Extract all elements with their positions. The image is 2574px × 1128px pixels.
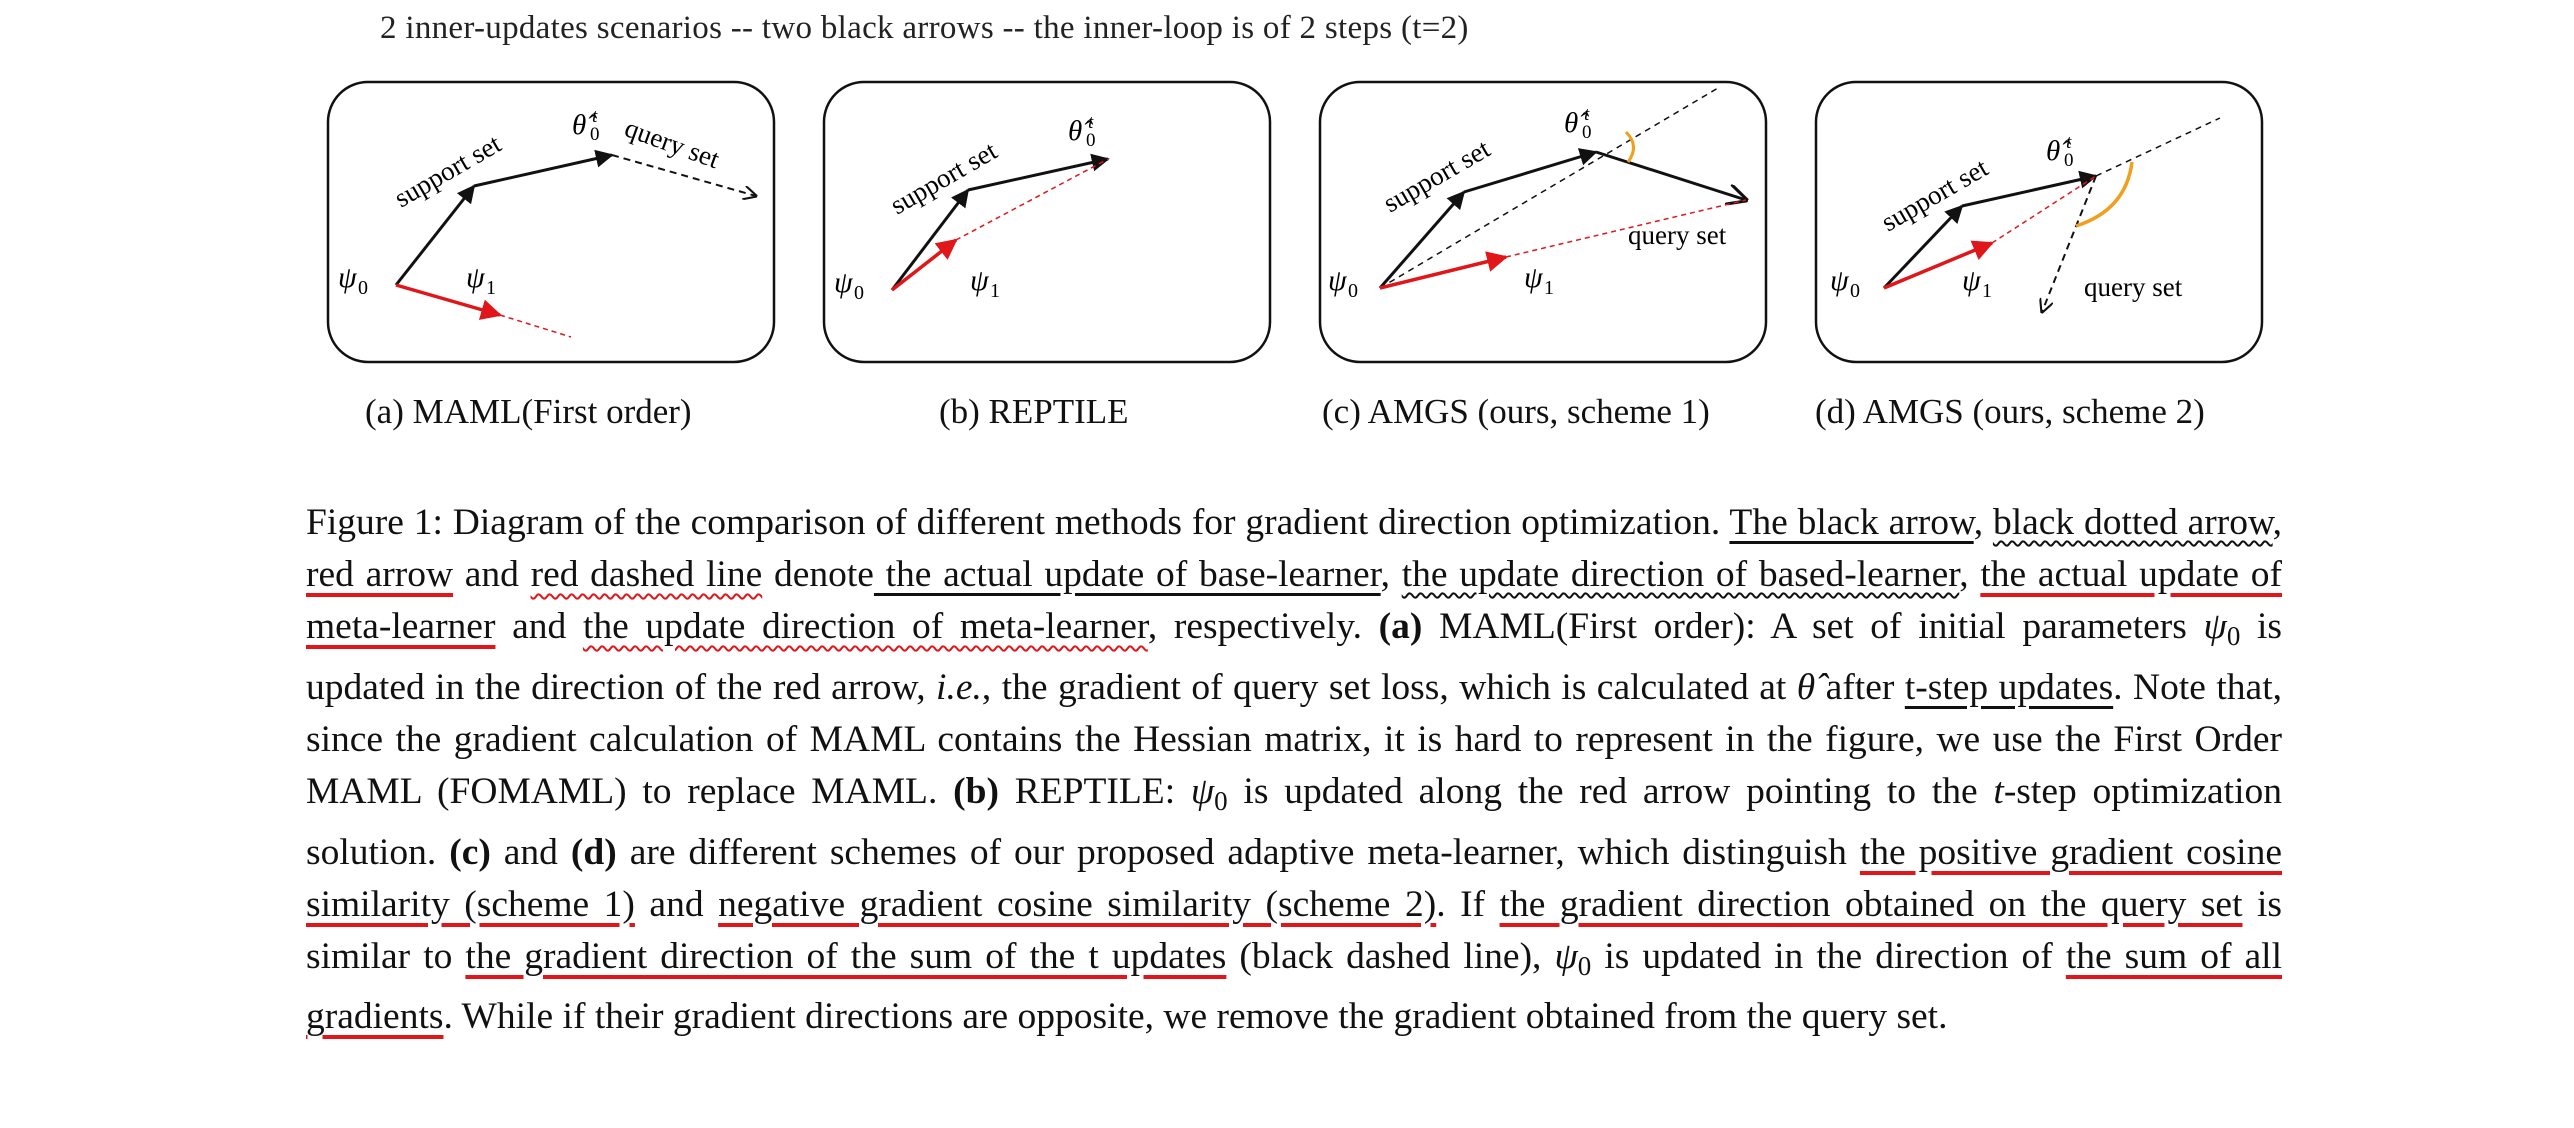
caption-base-direction-term: the update direction of based-learner: [1401, 554, 1960, 595]
caption-text: and: [453, 554, 531, 595]
caption-label-c: (c): [449, 831, 491, 873]
caption-text: denote: [762, 554, 874, 595]
caption-black-arrow-term: The black arrow: [1729, 502, 1974, 543]
query-arrow: [1596, 152, 1746, 200]
caption-black-dotted-term: black dotted arrow: [1992, 502, 2273, 543]
psi1-label: ψ: [970, 264, 989, 297]
support-set-label: support set: [885, 135, 1002, 221]
support-set-label: support set: [1378, 133, 1495, 219]
caption-red-arrow-term: red arrow: [306, 554, 454, 595]
caption-text: ,: [1973, 502, 1993, 543]
psi0-sub: 0: [1348, 280, 1358, 302]
query-set-label: query set: [620, 112, 724, 175]
theta-sub: 0: [2064, 150, 2074, 171]
theta-sup: t: [1088, 112, 1094, 133]
panel-maml-diagram: [326, 80, 776, 364]
caption-text: and: [490, 831, 571, 873]
header-note: 2 inner-updates scenarios -- two black arrows -- the inner-loop is of 2 steps (t=2): [380, 10, 1469, 46]
math-sub: 0: [1577, 950, 1592, 981]
psi0-label: ψ: [338, 261, 357, 294]
caption-scheme1-term: the positive gradient cosine similarity (scheme 1): [306, 831, 2282, 925]
theta-label: θ̂: [1564, 107, 1579, 139]
caption-text: ,: [1959, 554, 1981, 595]
theta-sup: t: [592, 106, 598, 127]
query-set-label: query set: [1628, 220, 1727, 250]
panel-amgs-scheme2-diagram: [1814, 80, 2264, 364]
theta-sub: 0: [590, 124, 600, 145]
panel-amgs-scheme1-diagram: [1318, 80, 1768, 364]
caption-text: is updated in the direction of the red arrow,: [306, 606, 2283, 708]
caption-label-b: (b): [953, 770, 999, 812]
panel-reptile: [822, 80, 1272, 364]
caption-text: MAML(First order): A set of initial parameters: [1422, 606, 2204, 647]
caption-ie: i.e.: [936, 666, 982, 708]
psi1-label: ψ: [1962, 264, 1981, 297]
psi0-sub: 0: [854, 282, 864, 304]
subcaption-a: (a) MAML(First order): [365, 392, 692, 431]
figure-caption: [306, 497, 2282, 1043]
panel-reptile-diagram: [822, 80, 1272, 364]
support-set-label: support set: [1876, 152, 1993, 238]
panel-maml: [326, 80, 776, 364]
panel-frame: [328, 82, 774, 362]
caption-meta-direction-term: the update direction of meta-learner: [582, 606, 1148, 647]
math-psi: ψ: [2203, 606, 2227, 647]
psi1-sub: 1: [486, 277, 496, 299]
caption-text: . Note that, since the gradient calculation of MAML contains the Hessian matrix, it is hard to represent in the figure, we use the First Order MAML (FOMAML) to replace MAML.: [306, 666, 2282, 812]
math-sub: 0: [2226, 620, 2241, 651]
angle-arc: [2076, 162, 2132, 226]
caption-text: , respectively.: [1147, 606, 1379, 647]
caption-red-dashed-term: red dashed line: [530, 554, 763, 595]
psi1-label: ψ: [466, 261, 485, 294]
caption-sum-gradients-term: the sum of all gradients: [306, 935, 2283, 1038]
psi0-sub: 0: [1850, 280, 1860, 302]
panel-amgs-scheme2: [1814, 80, 2264, 364]
caption-text: ,: [1380, 554, 1402, 595]
caption-text: REPTILE:: [998, 770, 1191, 812]
caption-text: and: [495, 606, 583, 647]
theta-label: θ̂: [572, 109, 587, 141]
support-set-label: support set: [389, 128, 506, 214]
theta-sup: t: [1584, 104, 1590, 125]
caption-text: -step optimization solution.: [306, 770, 2283, 873]
caption-text: ,: [2272, 502, 2283, 543]
psi0-label: ψ: [1328, 264, 1347, 297]
meta-red-dashed: [500, 315, 571, 337]
caption-scheme2-term: negative gradient cosine similarity (scheme 2): [718, 883, 1437, 925]
math-psi: ψ: [1190, 770, 1215, 812]
caption-text: is updated along the red arrow pointing to the: [1227, 770, 1994, 812]
meta-red-dashed: [1992, 176, 2096, 243]
caption-text: is similar to: [306, 883, 2283, 977]
psi0-label: ψ: [1830, 264, 1849, 297]
caption-text: , the gradient of query set loss, which is calculated at: [981, 666, 1797, 708]
caption-meta-update-term: the actual update of meta-learner: [306, 554, 2282, 647]
subcaption-c: (c) AMGS (ours, scheme 1): [1322, 392, 1710, 431]
psi1-sub: 1: [1544, 277, 1554, 299]
angle-arc: [1626, 132, 1634, 162]
caption-text: are different schemes of our proposed adaptive meta-learner, which distinguish: [616, 831, 1860, 873]
sum-direction-dashed: [2096, 118, 2220, 176]
caption-t-step-term: t-step updates: [1904, 666, 2114, 708]
psi0-sub: 0: [358, 277, 368, 299]
subcaption-b: (b) REPTILE: [939, 392, 1129, 431]
panel-frame: [824, 82, 1270, 362]
theta-label: θ̂: [1068, 115, 1083, 147]
caption-text: and: [634, 883, 719, 925]
query-set-label: query set: [2084, 272, 2183, 302]
subcaption-d: (d) AMGS (ours, scheme 2): [1815, 392, 2205, 431]
caption-text: Figure 1: Diagram of the comparison of different methods for gradient direction optimization.: [306, 502, 1730, 543]
theta-sup: t: [2066, 132, 2072, 153]
caption-text: . While if their gradient directions are opposite, we remove the gradient obtained from the query set.: [443, 996, 1948, 1038]
caption-label-a: (a): [1378, 606, 1423, 647]
math-t: t: [1993, 770, 2004, 812]
caption-label-d: (d): [570, 831, 617, 873]
caption-text: (black dashed line),: [1226, 935, 1555, 977]
caption-sum-direction-term: the gradient direction of the sum of the t updates: [465, 935, 1227, 977]
psi0-label: ψ: [834, 266, 853, 299]
psi1-label: ψ: [1524, 261, 1543, 294]
theta-sub: 0: [1086, 130, 1096, 151]
caption-text: is updated in the direction of: [1591, 935, 2066, 977]
caption-text: . If: [1436, 883, 1500, 925]
caption-base-update-term: the actual update of base-learner: [873, 554, 1381, 595]
psi1-sub: 1: [990, 280, 1000, 302]
panel-amgs-scheme1: [1318, 80, 1768, 364]
theta-label: θ̂: [2046, 135, 2061, 167]
psi1-sub: 1: [1982, 280, 1992, 302]
math-theta: θ̂: [1796, 666, 1816, 708]
theta-sub: 0: [1582, 122, 1592, 143]
math-sub: 0: [1214, 785, 1228, 816]
caption-text: after: [1815, 666, 1905, 708]
math-psi: ψ: [1554, 935, 1578, 977]
meta-red-arrow: [1380, 257, 1506, 288]
caption-query-direction-term: the gradient direction obtained on the query set: [1499, 883, 2243, 925]
